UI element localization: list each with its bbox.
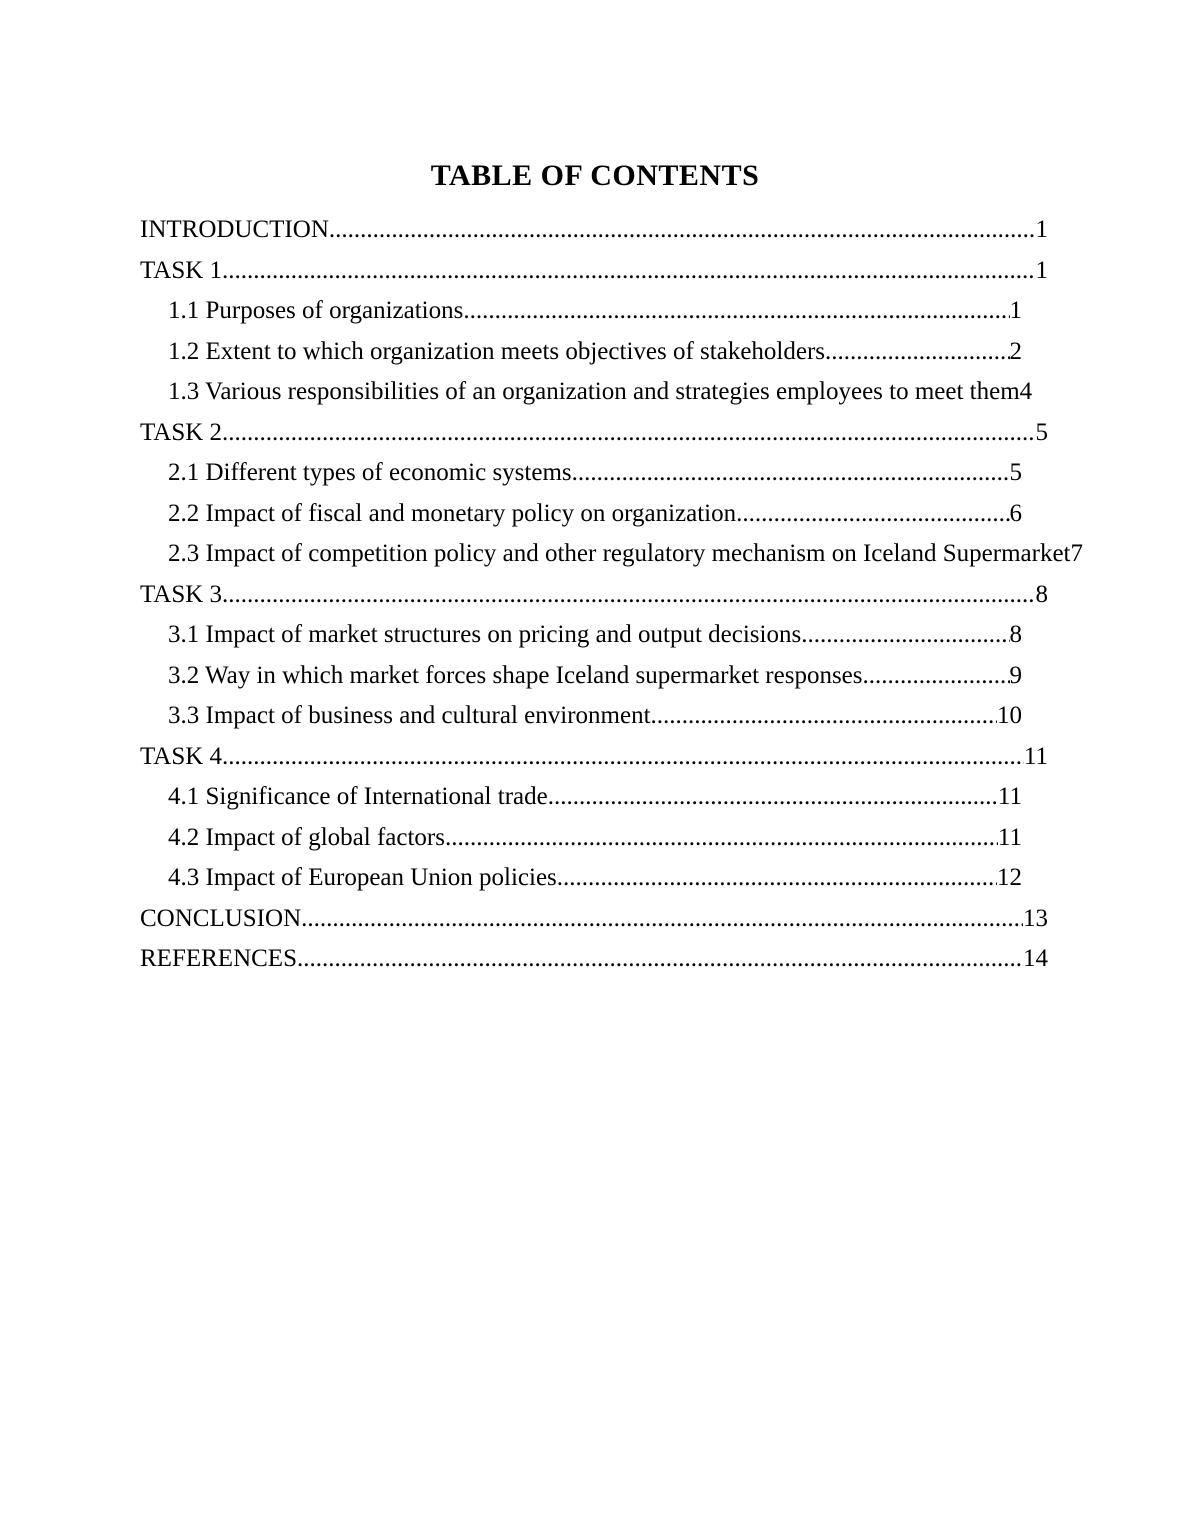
toc-entry-page-number: 1 — [1035, 216, 1048, 243]
toc-leader-dots — [801, 615, 1009, 656]
toc-entry-label: 2.2 Impact of fiscal and monetary policy on organization — [168, 499, 737, 527]
toc-entry-label: 1.3 Various responsibilities of an organization and strategies employees to meet them — [168, 378, 1020, 405]
toc-leader-dots — [222, 737, 1024, 778]
toc-entry — [140, 696, 1022, 737]
toc-entry-label: 4.3 Impact of European Union policies — [168, 864, 557, 891]
toc-entry-label: TASK 2 — [140, 418, 223, 446]
toc-entry-page-number: 9 — [1009, 661, 1022, 689]
toc-entry-label: 2.1 Different types of economic systems — [168, 459, 572, 486]
toc-entry-label: 1.2 Extent to which organization meets objectives of stakeholders — [168, 337, 826, 365]
toc-leader-dots — [329, 210, 1036, 251]
toc-entry-label: TASK 1 — [140, 256, 223, 284]
toc-entry — [140, 858, 1022, 899]
toc-entry — [140, 656, 1022, 697]
toc-entry-label: CONCLUSION — [140, 904, 302, 932]
toc-entry-page-number: 5 — [1035, 418, 1048, 446]
toc-entry — [140, 534, 1083, 575]
toc-entry-label: 2.3 Impact of competition policy and other regulatory mechanism on Iceland Supermarket — [168, 540, 1071, 567]
toc-entry — [140, 575, 1048, 616]
toc-entry — [140, 737, 1048, 778]
toc-leader-dots — [736, 494, 1009, 535]
toc-entry-page-number: 5 — [1009, 459, 1022, 486]
toc-entry-label: TASK 3 — [140, 580, 223, 608]
toc-leader-dots — [222, 251, 1035, 292]
toc-entry — [140, 818, 1022, 859]
toc-entry-page-number: 11 — [997, 783, 1022, 810]
toc-entry — [140, 453, 1022, 494]
toc-leader-dots — [651, 696, 997, 737]
toc-entry-page-number: 6 — [1009, 499, 1022, 527]
toc-leader-dots — [557, 858, 997, 899]
toc-entry — [140, 251, 1048, 292]
toc-leader-dots — [222, 575, 1035, 616]
toc-entry-label: 4.2 Impact of global factors — [168, 823, 445, 851]
toc-entry — [140, 372, 1033, 413]
toc-entry — [140, 210, 1048, 251]
toc-entry-page-number: 4 — [1019, 378, 1033, 405]
toc-leader-dots — [548, 777, 998, 818]
toc-entry — [140, 291, 1022, 332]
toc-entry — [140, 939, 1048, 980]
toc-entry-label: 1.1 Purposes of organizations — [168, 297, 464, 324]
toc-entry-label: 3.1 Impact of market structures on pricing and output decisions — [168, 621, 802, 648]
toc-leader-dots — [572, 453, 1010, 494]
toc-entry-page-number: 1 — [1009, 297, 1022, 324]
toc-leader-dots — [863, 656, 1010, 697]
toc-entry-page-number: 8 — [1035, 580, 1048, 608]
toc-entry-label: REFERENCES — [140, 945, 297, 972]
toc-leader-dots — [297, 939, 1023, 980]
toc-leader-dots — [825, 332, 1009, 373]
toc-entry-label: TASK 4 — [140, 742, 223, 770]
toc-entry — [140, 494, 1022, 535]
toc-entry — [140, 413, 1048, 454]
toc-entry — [140, 615, 1022, 656]
toc-entry-page-number: 11 — [1023, 742, 1048, 770]
toc-entry-page-number: 7 — [1070, 540, 1083, 567]
toc-entry-page-number: 12 — [997, 864, 1022, 891]
toc-entry-page-number: 11 — [997, 823, 1022, 851]
toc-entry-page-number: 2 — [1009, 337, 1022, 365]
toc-entry — [140, 777, 1022, 818]
toc-leader-dots — [301, 899, 1023, 940]
toc-entry-page-number: 13 — [1023, 904, 1048, 932]
toc-entry-label: 3.3 Impact of business and cultural environment — [168, 702, 651, 729]
toc-entry-page-number: 8 — [1009, 621, 1022, 648]
toc-entry-label: 4.1 Significance of International trade — [168, 783, 548, 810]
toc-entry-page-number: 14 — [1023, 945, 1048, 972]
toc-entry-page-number: 1 — [1035, 256, 1048, 284]
toc-entry-page-number: 10 — [997, 702, 1022, 729]
toc-leader-dots — [222, 413, 1035, 454]
toc-entry-label: 3.2 Way in which market forces shape Iceland supermarket responses — [168, 661, 863, 689]
table-of-contents — [0, 210, 1190, 980]
toc-leader-dots — [445, 818, 998, 859]
toc-entry-label: INTRODUCTION — [140, 216, 329, 243]
page-title: TABLE OF CONTENTS — [430, 159, 760, 192]
toc-entry — [140, 332, 1022, 373]
toc-leader-dots — [463, 291, 1009, 332]
toc-entry — [140, 899, 1048, 940]
